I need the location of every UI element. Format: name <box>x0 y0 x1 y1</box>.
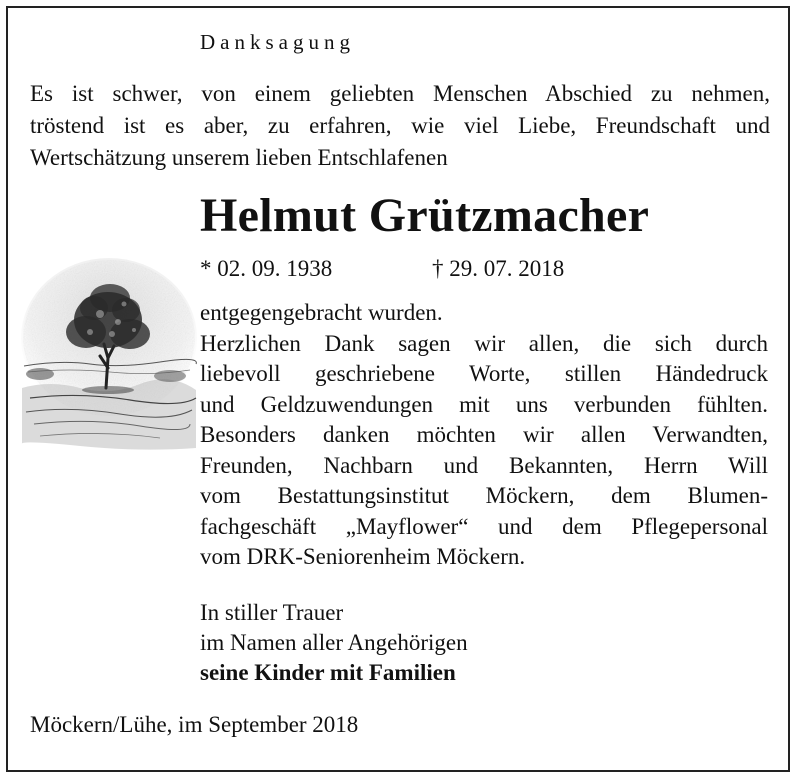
body-line: fachgeschäft „Mayflower“ und dem Pflegepersonal <box>200 513 768 539</box>
birth-date: * 02. 09. 1938 <box>200 256 333 281</box>
intro-line: tröstend ist es aber, zu erfahren, wie viel Liebe, Freundschaft und <box>30 113 770 138</box>
closing-line: im Namen aller Angehörigen <box>200 630 468 655</box>
death-date: † 29. 07. 2018 <box>432 256 565 281</box>
signature: seine Kinder mit Familien <box>200 660 456 685</box>
intro-line: Wertschätzung unserem lieben Entschlafenen <box>30 145 448 170</box>
body-line: Besonders danken möchten wir allen Verwandten, <box>200 422 768 447</box>
tree-illustration <box>20 248 198 458</box>
heading: Danksagung <box>200 30 355 54</box>
deceased-name: Helmut Grützmacher <box>200 189 650 242</box>
body-line: Herzlichen Dank sagen wir allen, die sich durch <box>200 330 768 356</box>
body-line: liebevoll geschriebene Worte, stillen Händedruck <box>200 361 768 386</box>
body-line: Freunden, Nachbarn und Bekannten, Herrn Will <box>200 452 768 478</box>
body-line: entgegengebracht wurden. <box>200 300 443 325</box>
intro-text <box>30 78 770 174</box>
intro-line: Es ist schwer, von einem geliebten Menschen Abschied zu nehmen, <box>30 81 770 106</box>
life-dates <box>200 256 565 282</box>
body-line: vom Bestattungsinstitut Möckern, dem Blumen- <box>200 483 768 508</box>
body-text <box>200 298 768 573</box>
body-line: und Geldzuwendungen mit uns verbunden fühlten. <box>200 391 768 417</box>
closing-line: In stiller Trauer <box>200 600 344 625</box>
closing-block <box>200 598 468 688</box>
place-and-date: Möckern/Lühe, im September 2018 <box>30 712 359 737</box>
body-line: vom DRK-Seniorenheim Möckern. <box>200 544 526 569</box>
